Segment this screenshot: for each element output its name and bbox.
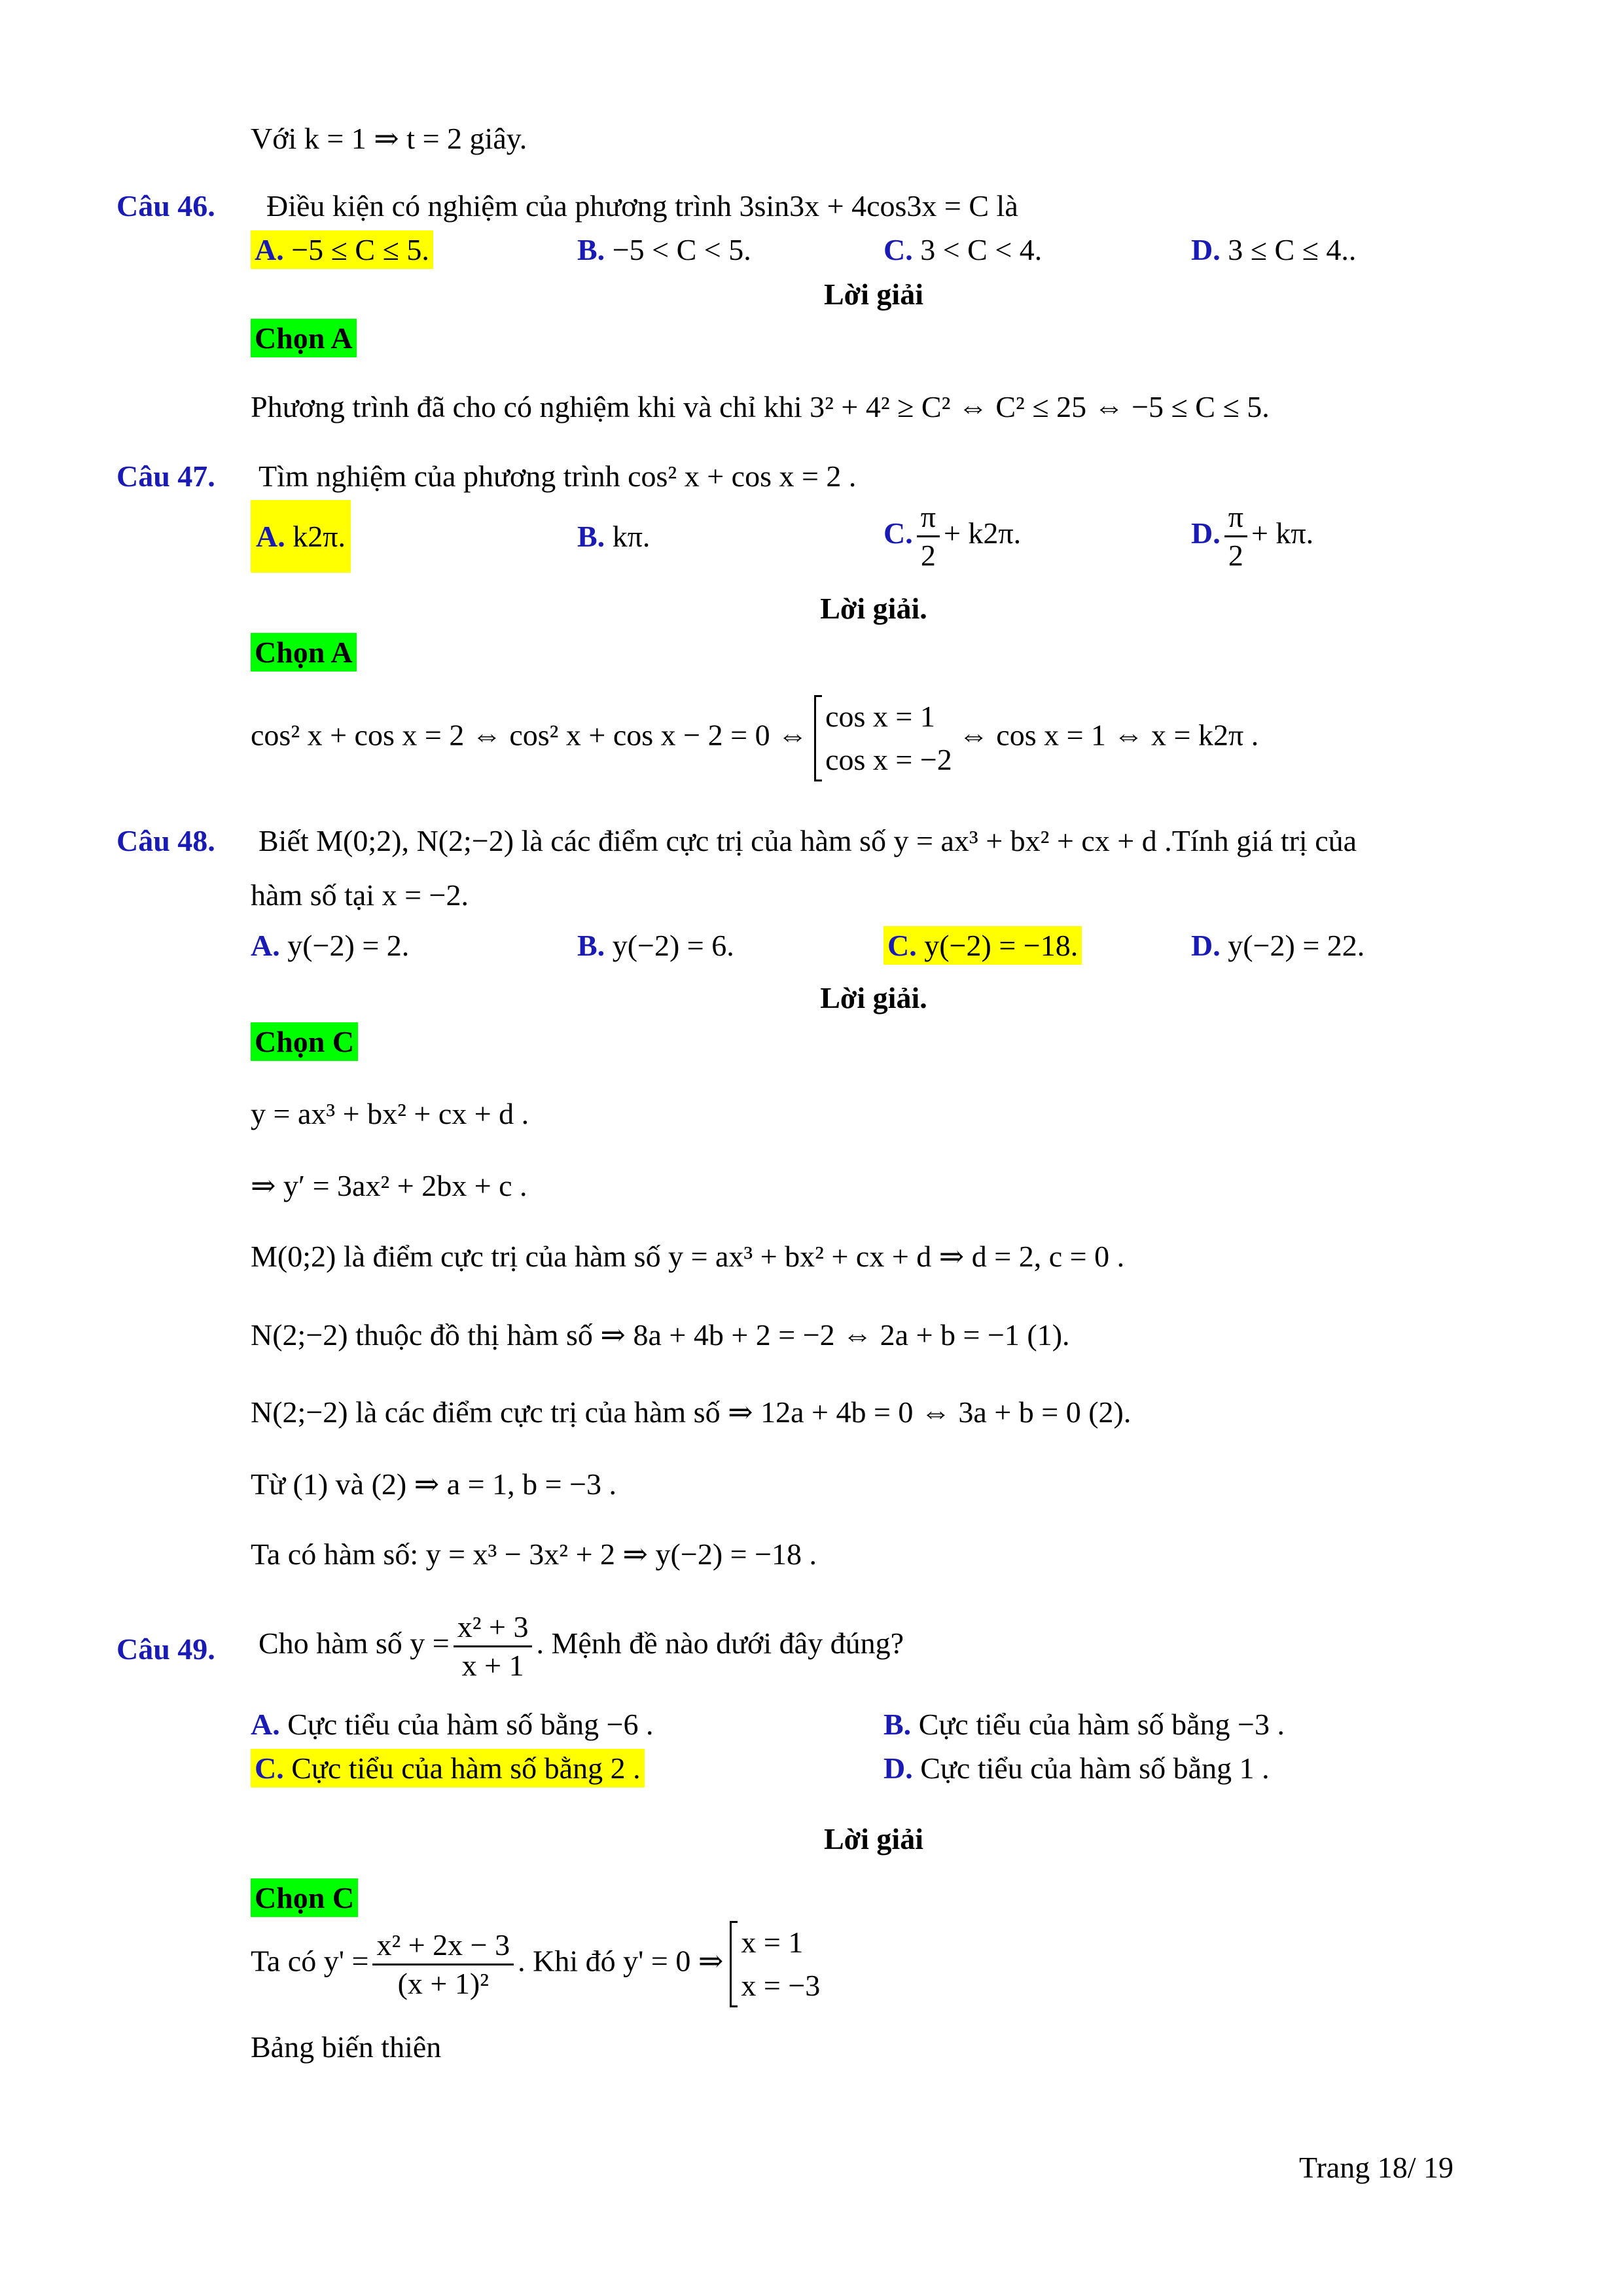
solution-text: Ta có y' = — [251, 1944, 369, 1978]
system-row: cos x = −2 — [825, 743, 952, 776]
q49-stem — [259, 1609, 904, 1684]
q49-option-d — [883, 1749, 1270, 1788]
solution-text: ⇔ cos x = 1 ⇔ x = k2π . — [958, 718, 1259, 752]
q49-option-c — [251, 1749, 645, 1788]
q46-option-d — [1191, 230, 1356, 270]
option-letter: B. — [577, 520, 605, 553]
q48-solution-line-2: ⇒ y′ = 3ax² + 2bx + c . — [251, 1169, 527, 1202]
option-letter: C. — [883, 516, 913, 550]
stem-text: . Mệnh đề nào dưới đây đúng? — [536, 1626, 904, 1660]
denominator: x + 1 — [461, 1649, 524, 1682]
fraction — [454, 1609, 533, 1684]
q46-stem: Điều kiện có nghiệm của phương trình 3sin3x + 4cos3x = C là — [266, 189, 1018, 223]
option-text: kπ. — [612, 520, 651, 553]
q46-choice — [251, 319, 357, 358]
q49-option-a — [251, 1705, 654, 1744]
option-text: Cực tiểu của hàm số bằng −6 . — [287, 1708, 654, 1741]
fraction — [917, 499, 940, 574]
q47-option-d — [1191, 499, 1313, 574]
q46-solution-line: Phương trình đã cho có nghiệm khi và chỉ khi 3² + 4² ≥ C² ⇔ C² ≤ 25 ⇔ −5 ≤ C ≤ 5. — [251, 390, 1270, 423]
option-text: y(−2) = 2. — [287, 929, 410, 962]
q48-stem-line-1: Biết M(0;2), N(2;−2) là các điểm cực trị của hàm số y = ax³ + bx² + cx + d .Tính giá trị của — [259, 824, 1357, 857]
system-row: x = 1 — [741, 1926, 804, 1959]
q48-option-a — [251, 926, 409, 965]
q47-stem: Tìm nghiệm của phương trình cos² x + cos x = 2 . — [259, 459, 857, 493]
option-letter: B. — [577, 929, 605, 962]
q48-stem-line-2: hàm số tại x = −2. — [251, 878, 469, 912]
page-number: Trang 18/ 19 — [1299, 2151, 1454, 2184]
denominator: 2 — [920, 539, 936, 572]
system-row: x = −3 — [741, 1969, 821, 2002]
q49-solution-title: Lời giải — [824, 1822, 923, 1856]
option-letter: C. — [887, 929, 917, 962]
option-text: Cực tiểu của hàm số bằng 1 . — [920, 1751, 1270, 1785]
option-text: −5 < C < 5. — [612, 233, 751, 266]
option-letter: C. — [255, 1751, 284, 1785]
choice-badge: Chọn C — [251, 1022, 358, 1061]
q47-option-a — [251, 517, 351, 556]
stem-text: Cho hàm số y = — [259, 1626, 450, 1660]
option-text: 3 ≤ C ≤ 4.. — [1228, 233, 1357, 266]
q49-option-b — [883, 1705, 1285, 1744]
option-text: Cực tiểu của hàm số bằng 2 . — [291, 1751, 641, 1785]
option-letter: A. — [251, 929, 280, 962]
q46-solution-title: Lời giải — [824, 278, 923, 311]
q48-option-c — [883, 926, 1082, 965]
q47-choice — [251, 633, 357, 672]
q49-label: Câu 49. — [116, 1632, 215, 1666]
fraction — [372, 1927, 514, 2002]
q46-option-a — [251, 230, 433, 270]
intro-line: Với k = 1 ⇒ t = 2 giây. — [251, 122, 527, 155]
option-letter: B. — [577, 233, 605, 266]
option-text: −5 ≤ C ≤ 5. — [291, 233, 429, 266]
option-text: y(−2) = 6. — [612, 929, 734, 962]
q46-label: Câu 46. — [116, 189, 215, 223]
q47-option-c — [883, 499, 1021, 574]
q47-label: Câu 47. — [116, 459, 215, 493]
equation-system — [814, 695, 952, 781]
choice-badge: Chọn A — [251, 633, 357, 672]
option-letter: B. — [883, 1708, 912, 1741]
q48-option-b — [577, 926, 734, 965]
numerator: π — [917, 499, 940, 537]
denominator: (x + 1)² — [397, 1966, 489, 2000]
option-text: + k2π. — [943, 516, 1022, 550]
option-text: + kπ. — [1251, 516, 1314, 550]
q48-solution-title: Lời giải. — [820, 981, 927, 1014]
q48-solution-line-7: Ta có hàm số: y = x³ − 3x² + 2 ⇒ y(−2) = −18 . — [251, 1537, 817, 1571]
choice-badge: Chọn C — [251, 1878, 358, 1917]
q48-solution-line-5: N(2;−2) là các điểm cực trị của hàm số ⇒ 12a + 4b = 0 ⇔ 3a + b = 0 (2). — [251, 1395, 1132, 1429]
q48-solution-line-6: Từ (1) và (2) ⇒ a = 1, b = −3 . — [251, 1467, 617, 1501]
option-text: k2π. — [293, 520, 346, 553]
option-letter: C. — [883, 233, 913, 266]
q49-choice — [251, 1878, 358, 1918]
option-letter: A. — [256, 520, 285, 553]
option-letter: D. — [1191, 516, 1221, 550]
fraction — [1224, 499, 1247, 574]
option-letter: D. — [883, 1751, 913, 1785]
q48-choice — [251, 1022, 358, 1062]
q47-solution-title: Lời giải. — [820, 592, 927, 625]
equation-system — [730, 1921, 820, 2007]
option-text: y(−2) = 22. — [1228, 929, 1365, 962]
solution-text: cos² x + cos x = 2 ⇔ cos² x + cos x − 2 = 0 ⇔ — [251, 718, 808, 752]
q46-option-b — [577, 230, 751, 270]
q48-label: Câu 48. — [116, 824, 215, 857]
option-letter: D. — [1191, 233, 1221, 266]
solution-text: . Khi đó y' = 0 ⇒ — [518, 1944, 724, 1978]
q47-option-b — [577, 517, 650, 556]
numerator: x² + 3 — [454, 1609, 533, 1647]
q48-solution-line-1: y = ax³ + bx² + cx + d . — [251, 1097, 529, 1130]
option-text: y(−2) = −18. — [924, 929, 1079, 962]
q47-solution-line — [251, 695, 1258, 781]
choice-badge: Chọn A — [251, 319, 357, 357]
option-text: Cực tiểu của hàm số bằng −3 . — [918, 1708, 1285, 1741]
denominator: 2 — [1228, 539, 1243, 572]
q49-solution-line-2: Bảng biến thiên — [251, 2030, 442, 2064]
option-letter: A. — [251, 1708, 280, 1741]
numerator: π — [1224, 499, 1247, 537]
option-letter: A. — [255, 233, 284, 266]
q46-option-c — [883, 230, 1042, 270]
numerator: x² + 2x − 3 — [372, 1927, 514, 1965]
q48-solution-line-4: N(2;−2) thuộc đồ thị hàm số ⇒ 8a + 4b + 2 = −2 ⇔ 2a + b = −1 (1). — [251, 1318, 1070, 1352]
option-letter: D. — [1191, 929, 1221, 962]
q49-solution-line-1 — [251, 1921, 827, 2007]
q48-option-d — [1191, 926, 1364, 965]
q48-solution-line-3: M(0;2) là điểm cực trị của hàm số y = ax³ + bx² + cx + d ⇒ d = 2, c = 0 . — [251, 1240, 1125, 1273]
system-row: cos x = 1 — [825, 700, 935, 733]
option-text: 3 < C < 4. — [920, 233, 1043, 266]
